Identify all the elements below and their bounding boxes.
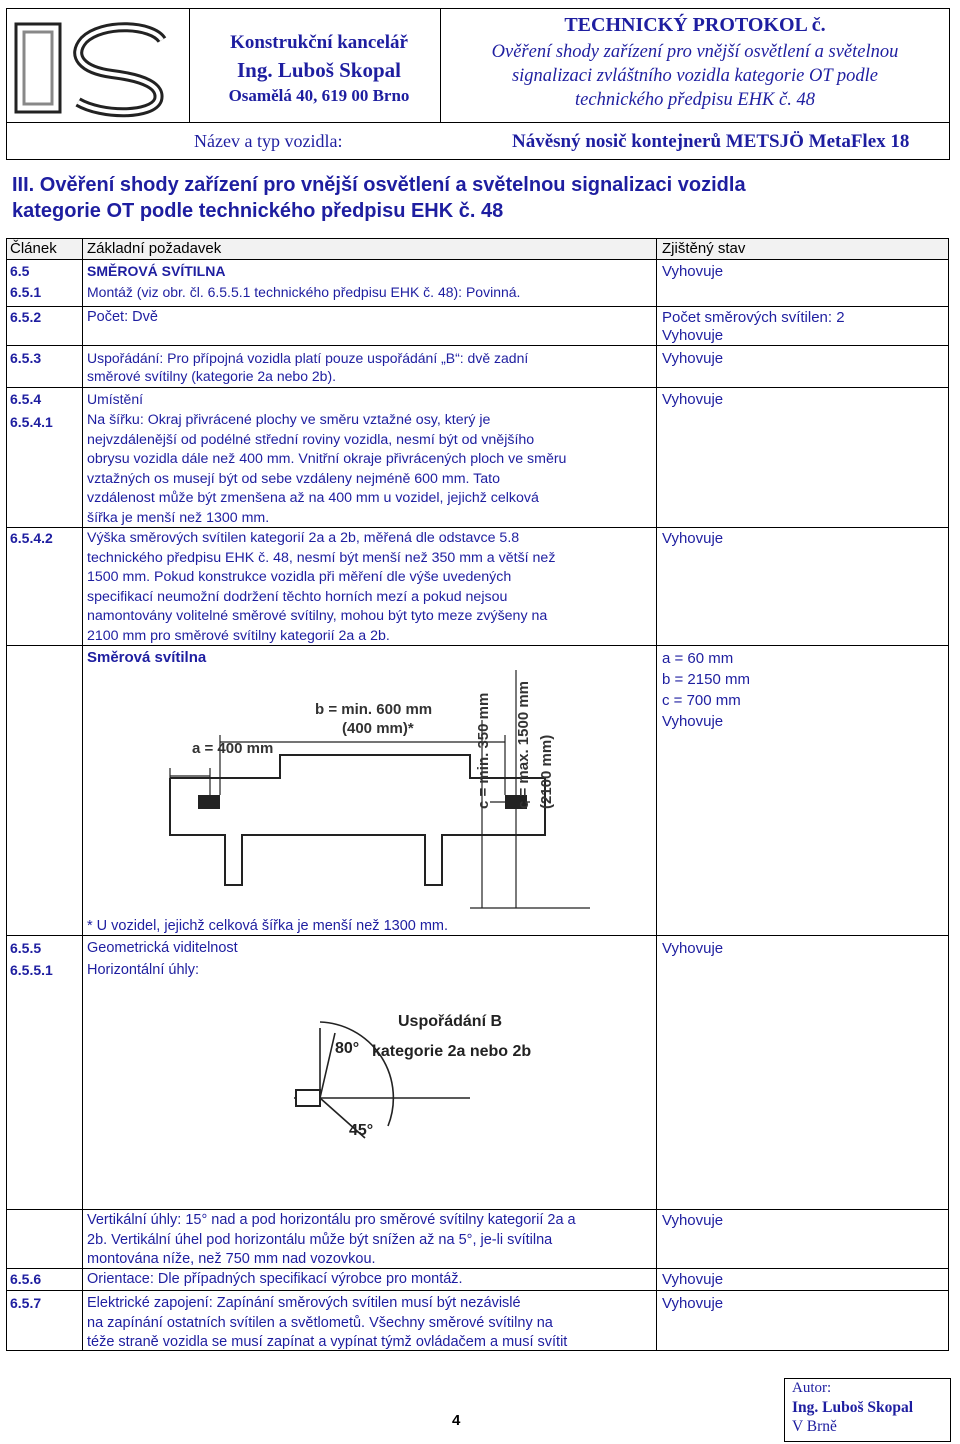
text-line: obrysu vozidla dále než 400 mm. Vnitřní okraje přivrácených ploch ve směru [87,451,567,467]
value-c: c = 700 mm [662,692,741,709]
row-number: 6.5 [10,263,30,279]
row-status: Vyhovuje [662,1271,724,1288]
diagram-label-c-max: c = max. 1500 mm [515,680,532,809]
text-line: nejvzdálenější od podélné střední roviny vozidla, nesmí být od vnějšího [87,431,535,448]
text-line: Na šířku: Okraj přivrácené plochy ve směru vztažné osy, který je [87,412,491,428]
text-line: 1500 mm. Pokud konstrukce vozidla při měření dle výše uvedených [87,569,512,585]
horizontal-angles-diagram [260,1008,580,1168]
row-number: 6.5.1 [10,284,42,300]
text-line: technického předpisu EHK č. 48, nesmí být menší než 350 mm a větší než [87,549,556,566]
table-hline [6,387,949,388]
text-line: Vertikální úhly: 15° nad a pod horizontálu pro směrové svítilny kategorií 2a a [87,1212,576,1228]
section-title-2: kategorie OT podle technického předpisu EHK č. 48 [12,200,504,222]
row-number: 6.5.5.1 [10,962,53,978]
engineer-name: Ing. Luboš Skopal [236,58,401,82]
row-number: 6.5.2 [10,309,42,325]
row-number: 6.5.4.2 [10,530,53,546]
row-status: Vyhovuje [662,940,724,957]
text-line: téže straně vozidla se musí zapínat a vypínat týmž ovládačem a musí svítit [87,1334,568,1350]
diagram-label-c-min: c = min. 350 mm [475,692,492,809]
company-name: Konstrukční kancelář [230,32,408,53]
table-hline [6,1209,949,1210]
row-title: Umístění [87,391,144,407]
col-header-requirement: Základní požadavek [87,240,222,257]
row-text: směrové svítilny (kategorie 2a nebo 2b). [87,368,337,384]
text-line: montována níže, než 750 mm nad vozovkou. [87,1251,376,1267]
table-hline [6,306,949,307]
section-title-1: III. Ověření shody zařízení pro vnější osvětlení a světelnou signalizaci vozidla [12,174,746,196]
row-title: Horizontální úhly: [87,962,200,978]
row-text-block [87,529,555,646]
header-col-divider-1 [189,8,190,122]
vehicle-value: Návěsný nosič kontejnerů METSJÖ MetaFlex 18 [512,131,910,152]
table-border-right [948,238,949,1350]
text-line: na zapínání ostatních svítilen a světlometů. Všechny směrové svítilny na [87,1314,553,1331]
page-number: 4 [452,1412,461,1429]
company-address: Osamělá 40, 619 00 Brno [228,86,410,105]
text-line: Elektrické zapojení: Zapínání směrových svítilen musí být nezávislé [87,1295,521,1311]
author-city: V Brně [792,1418,837,1435]
row-text-block [87,1294,567,1353]
table-hline [6,259,949,260]
author-label: Autor: [792,1380,832,1396]
table-col-divider-1 [82,238,83,1350]
figure-footnote: * U vozidel, jejichž celková šířka je menší než 1300 mm. [87,918,449,934]
row-number: 6.5.4 [10,391,42,407]
protocol-subtitle-3: technického předpisu EHK č. 48 [575,90,815,110]
row-status: Vyhovuje [662,327,724,344]
row-status: Vyhovuje [662,263,724,280]
row-status: Vyhovuje [662,530,724,547]
table-hline [6,1290,949,1291]
diagram-label-a: a = 400 mm [192,740,274,757]
angles-title: Uspořádání B [398,1013,503,1030]
row-status: Vyhovuje [662,350,724,367]
protocol-subtitle-2: signalizaci zvláštního vozidla kategorie OT podle [511,66,879,86]
text-line: specifikací neumožní dodržení těchto horních mezí a pokud nejsou [87,588,508,605]
row-number: 6.5.7 [10,1295,42,1311]
diagram-label-c-alt: (2100 mm) [538,734,555,809]
row-number: 6.5.5 [10,940,42,956]
table-border-left [6,238,7,1350]
vehicle-label: Název a typ vozidla: [194,131,343,151]
row-number: 6.5.3 [10,350,42,366]
text-line: vztažných os musejí být od sebe vzdáleny nejméně 600 mm. Tato [87,470,500,487]
col-header-article: Článek [10,240,57,257]
col-header-status: Zjištěný stav [662,240,746,257]
text-line: 2100 mm pro směrové svítilny kategorií 2a a 2b. [87,627,390,644]
text-line: Výška směrových svítilen kategorií 2a a 2b, měřená dle odstavce 5.8 [87,530,520,546]
row-text: Počet: Dvě [87,309,158,325]
row-status: Vyhovuje [662,391,724,408]
header-divider [6,122,949,123]
text-line: namontovány volitelné směrové svítilny, mohou být tyto meze zvýšeny na [87,608,548,624]
value-a: a = 60 mm [662,650,734,667]
company-logo [12,18,184,118]
diagram-label-b: b = min. 600 mm [315,701,433,718]
value-status: Vyhovuje [662,713,724,730]
table-col-divider-2 [656,238,657,1350]
row-text: Uspořádání: Pro přípojná vozidla platí pouze uspořádání „B“: dvě zadní [87,350,529,366]
row-title: Geometrická viditelnost [87,940,238,956]
author-name: Ing. Luboš Skopal [792,1399,914,1416]
angle-45-label: 45° [349,1122,374,1139]
angles-subtitle: kategorie 2a nebo 2b [372,1043,532,1060]
figure-values [662,648,750,732]
value-b: b = 2150 mm [662,671,750,688]
diagram-label-b-note: (400 mm)* [342,720,414,737]
text-line: šířka je menší než 1300 mm. [87,509,270,526]
row-status: Vyhovuje [662,1212,724,1229]
row-title: SMĚROVÁ SVÍTILNA [87,263,226,279]
vertical-angles-text [87,1211,576,1270]
row-number: 6.5.4.1 [10,414,53,430]
protocol-title: TECHNICKÝ PROTOKOL č. [564,14,826,36]
angle-80-label: 80° [335,1040,360,1057]
table-hline [6,345,949,346]
row-status: Počet směrových svítilen: 2 [662,309,845,326]
header-col-divider-2 [440,8,441,122]
row-number: 6.5.6 [10,1271,42,1287]
row-text: Orientace: Dle případných specifikací výrobce pro montáž. [87,1271,463,1287]
text-line: 2b. Vertikální úhel pod horizontálu může být snížen až na 5°, je-li svítilna [87,1231,553,1248]
row-text: Montáž (viz obr. čl. 6.5.5.1 technického předpisu EHK č. 48): Povinná. [87,284,521,300]
row-status: Vyhovuje [662,1295,724,1312]
protocol-subtitle-1: Ověření shody zařízení pro vnější osvětlení a světelnou [491,42,899,62]
text-line: vzdálenost může být zmenšena až na 400 mm u vozidel, jejichž celková [87,490,539,506]
figure-title: Směrová svítilna [87,649,207,666]
row-text-block [87,411,566,528]
